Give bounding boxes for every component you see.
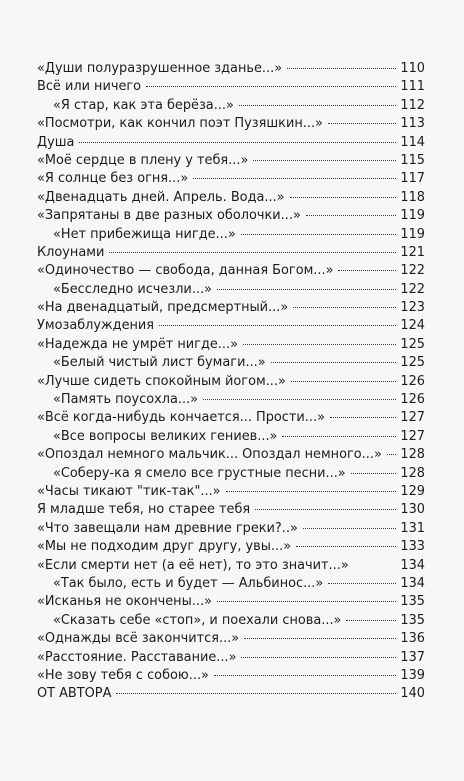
toc-entry-title: «Запрятаны в две разных оболочки...» [37, 208, 301, 224]
toc-entry [37, 97, 425, 115]
toc-entry [37, 593, 425, 611]
toc-entry [37, 446, 425, 464]
toc-entry-page-number: 119 [400, 226, 425, 242]
toc-entry-title: «Если смерти нет (а её нет), то это значит...» [37, 557, 349, 573]
dot-leader [282, 436, 396, 437]
toc-entry-title: «Души полуразрушенное зданье...» [37, 61, 283, 76]
toc-entry-page-number: 119 [400, 208, 425, 224]
toc-entry-title: «Все вопросы великих гениев...» [53, 428, 278, 444]
toc-entry-title: «Я солнце без огня...» [37, 171, 189, 187]
toc-entry-page-number: 135 [400, 594, 425, 610]
dot-leader [226, 491, 397, 492]
toc-entry-title: «Лучше сидеть спокойным йогом...» [37, 373, 286, 389]
toc-entry-page-number: 122 [400, 263, 425, 279]
toc-entry [37, 612, 425, 630]
toc-entry-title: Я младше тебя, но старее тебя [37, 502, 251, 518]
toc-entry [37, 134, 425, 152]
toc-entry-title: ОТ АВТОРА [37, 686, 112, 702]
toc-entry-title: «Память поусохла...» [53, 392, 199, 408]
toc-entry [37, 428, 425, 446]
toc-entry-page-number: 136 [400, 631, 425, 647]
toc-entry [37, 336, 425, 354]
dot-leader [330, 417, 396, 418]
toc-entry-page-number: 140 [400, 686, 425, 702]
toc-entry-title: «На двенадцатый, предсмертный...» [37, 300, 289, 316]
dot-leader [159, 325, 396, 326]
toc-entry-page-number: 137 [400, 649, 425, 665]
toc-entry [37, 78, 425, 96]
toc-entry-page-number: 121 [400, 244, 425, 260]
toc-entry [37, 262, 425, 280]
toc-entry-title: Клоунами [37, 244, 105, 260]
toc-entry-page-number: 133 [400, 539, 425, 555]
toc-entry-title: «Я стар, как эта берёза...» [53, 97, 234, 113]
toc-entry [37, 575, 425, 593]
toc-entry [37, 60, 425, 78]
toc-entry-title: Умозаблуждения [37, 318, 155, 334]
dot-leader [328, 123, 396, 124]
toc-entry [37, 281, 425, 299]
dot-leader [214, 675, 396, 676]
dot-leader [241, 234, 397, 235]
toc-entry-title: «Посмотри, как кончил поэт Пузяшкин...» [37, 116, 323, 132]
toc-entry-title: «Двенадцать дней. Апрель. Вода...» [37, 189, 285, 205]
dot-leader [253, 160, 396, 161]
dot-leader [109, 252, 396, 253]
toc-entry-page-number: 134 [400, 575, 425, 591]
toc-entry-page-number: 129 [400, 483, 425, 499]
toc-entry-title: «Расстояние. Расставание...» [37, 649, 237, 665]
dot-leader [271, 362, 397, 363]
toc-entry-title: «Что завещали нам древние греки?..» [37, 520, 298, 536]
toc-entry-page-number: 125 [400, 336, 425, 352]
toc-entry-page-number: 115 [400, 152, 425, 168]
toc-entry-page-number: 126 [400, 373, 425, 389]
dot-leader [116, 693, 396, 694]
dot-leader [293, 307, 396, 308]
toc-entry-page-number: 128 [400, 465, 425, 481]
toc-entry-page-number: 123 [400, 300, 425, 316]
toc-entry-page-number: 127 [400, 410, 425, 426]
dot-leader [338, 270, 396, 271]
toc-entry [37, 244, 425, 262]
toc-entry [37, 667, 425, 685]
toc-entry [37, 226, 425, 244]
toc-entry-page-number: 117 [400, 171, 425, 187]
toc-entry [37, 685, 425, 703]
toc-entry-title: «Моё сердце в плену у тебя...» [37, 152, 249, 168]
toc-entry-page-number: 131 [400, 520, 425, 536]
toc-entry [37, 501, 425, 519]
toc-entry-title: Всё или ничего [37, 79, 142, 95]
toc-entry-title: «Мы не подходим друг другу, увы...» [37, 539, 292, 555]
toc-entry-page-number: 134 [400, 557, 425, 573]
toc-entry-page-number: 122 [400, 281, 425, 297]
toc-entry-title: «Исканья не окончены...» [37, 594, 212, 610]
toc-entry [37, 630, 425, 648]
toc-entry-title: «Соберу-ка я смело все грустные песни...» [53, 465, 346, 481]
toc-entry-title: «Не зову тебя с собою...» [37, 667, 209, 683]
toc-entry [37, 299, 425, 317]
toc-entry-page-number: 139 [400, 667, 425, 683]
dot-leader [217, 289, 396, 290]
toc-entry-title: «Бесследно исчезли...» [53, 281, 212, 297]
table-of-contents [37, 60, 425, 704]
toc-entry-page-number: 125 [400, 355, 425, 371]
toc-entry [37, 538, 425, 556]
toc-entry-page-number: 112 [400, 97, 425, 113]
toc-entry-page-number: 126 [400, 392, 425, 408]
toc-entry [37, 170, 425, 188]
toc-entry-page-number: 130 [400, 502, 425, 518]
toc-entry-page-number: 127 [400, 428, 425, 444]
dot-leader [241, 657, 396, 658]
dot-leader [239, 105, 397, 106]
toc-entry [37, 409, 425, 427]
toc-entry [37, 189, 425, 207]
toc-entry [37, 317, 425, 335]
dot-leader [243, 344, 396, 345]
toc-entry-title: «Одиночество — свобода, данная Богом...» [37, 263, 334, 279]
dot-leader [351, 473, 397, 474]
toc-entry-title: «Так было, есть и будет — Альбинос...» [53, 575, 324, 591]
toc-entry [37, 207, 425, 225]
dot-leader [387, 454, 397, 455]
toc-entry-title: «Сказать себе «стоп», и поехали снова...» [53, 612, 342, 628]
dot-leader [291, 381, 397, 382]
toc-entry [37, 354, 425, 372]
toc-entry-title: «Белый чистый лист бумаги...» [53, 355, 266, 371]
dot-leader [244, 638, 396, 639]
dot-leader [287, 68, 396, 69]
toc-entry-page-number: 111 [400, 79, 425, 95]
toc-entry-page-number: 114 [400, 134, 425, 150]
dot-leader [217, 601, 396, 602]
toc-entry-page-number: 128 [400, 447, 425, 463]
toc-entry [37, 520, 425, 538]
toc-entry-title: Душа [37, 134, 75, 150]
toc-entry [37, 115, 425, 133]
toc-entry-page-number: 113 [400, 116, 425, 132]
dot-leader [306, 215, 397, 216]
toc-entry [37, 483, 425, 501]
toc-entry [37, 649, 425, 667]
toc-entry [37, 152, 425, 170]
dot-leader [290, 197, 397, 198]
dot-leader [193, 178, 396, 179]
toc-entry-page-number: 124 [400, 318, 425, 334]
dot-leader [203, 399, 396, 400]
dot-leader [346, 620, 396, 621]
toc-entry-title: «Часы тикают "тик-так"...» [37, 483, 221, 499]
toc-entry-title: «Нет прибежища нигде...» [53, 226, 236, 242]
toc-entry-title: «Однажды всё закончится...» [37, 631, 240, 647]
toc-entry-page-number: 110 [400, 61, 425, 76]
dot-leader [296, 546, 396, 547]
dot-leader [303, 528, 397, 529]
dot-leader [354, 565, 397, 566]
toc-entry-title: «Опоздал немного мальчик... Опоздал немного...» [37, 447, 382, 463]
toc-entry-page-number: 135 [400, 612, 425, 628]
dot-leader [328, 583, 396, 584]
toc-entry [37, 557, 425, 575]
toc-entry [37, 391, 425, 409]
toc-entry-page-number: 118 [400, 189, 425, 205]
toc-entry-title: «Надежда не умрёт нигде...» [37, 336, 238, 352]
dot-leader [79, 142, 396, 143]
toc-entry-title: «Всё когда-нибудь кончается... Прости...» [37, 410, 325, 426]
toc-entry [37, 465, 425, 483]
toc-entry [37, 373, 425, 391]
dot-leader [146, 86, 396, 87]
dot-leader [255, 509, 396, 510]
